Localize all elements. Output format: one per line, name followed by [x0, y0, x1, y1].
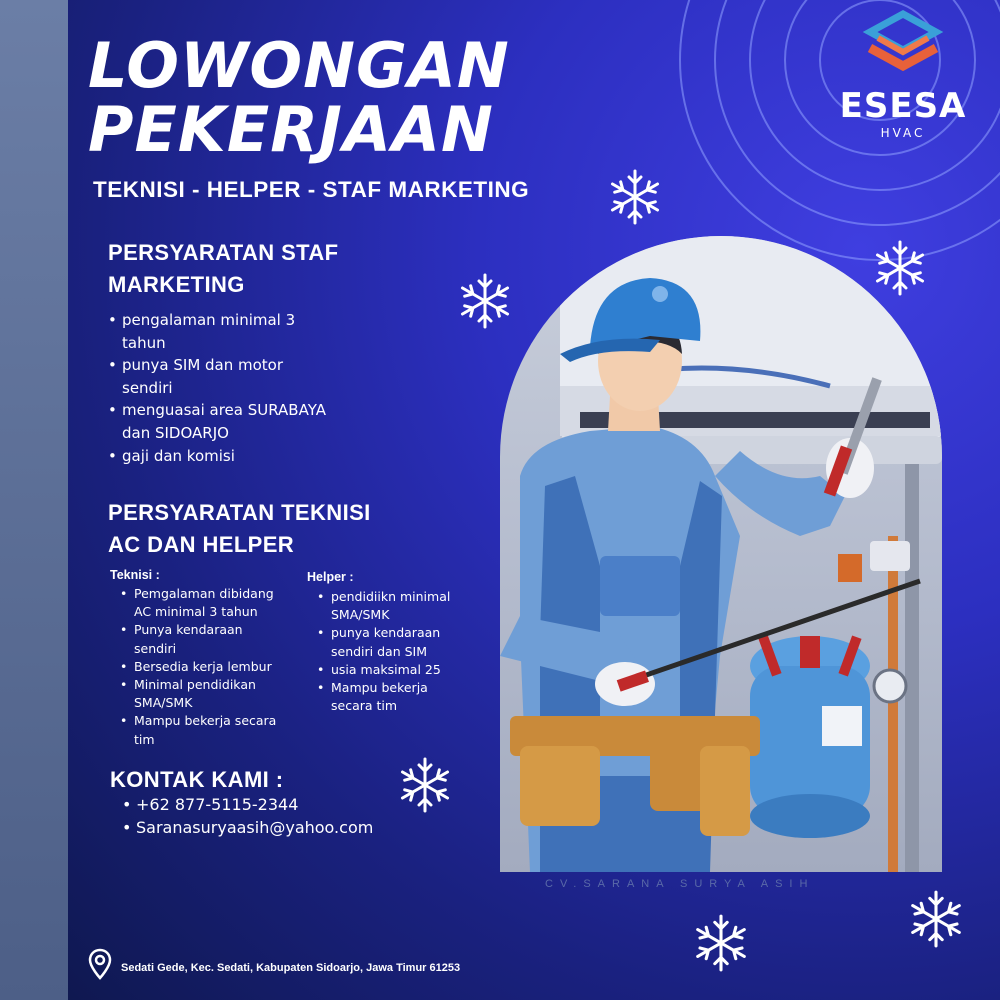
- contact-heading: KONTAK KAMI :: [110, 767, 284, 792]
- item-text: • punya SIM dan motor: [122, 356, 284, 375]
- snowflake-icon: [870, 238, 930, 298]
- item-text: • menguasai area SURABAYA: [122, 401, 326, 420]
- address: Sedati Gede, Kec. Sedati, Kabupaten Sidoarjo, Jawa Timur 61253: [121, 962, 461, 974]
- snowflake-icon: [605, 167, 665, 227]
- item-text: • Pemgalaman dibidang: [134, 586, 274, 601]
- item-text: tahun: [122, 333, 166, 352]
- technician-illustration-art: [500, 236, 942, 872]
- list-item: [315, 624, 475, 660]
- item-text: tim: [134, 731, 155, 747]
- item-text: • punya kendaraan: [331, 625, 441, 641]
- heading-line: PERSYARATAN TEKNISI: [108, 500, 371, 525]
- list-item: [118, 621, 308, 657]
- list-item: [315, 588, 475, 624]
- teknisi-label: Teknisi :: [110, 568, 160, 582]
- helper-label: Helper :: [307, 570, 354, 584]
- item-text: AC minimal 3 tahun: [134, 604, 258, 620]
- list-item: [118, 676, 308, 712]
- item-text: • Mampu bekerja secara: [134, 713, 277, 729]
- item-text: SMA/SMK: [134, 695, 193, 711]
- item-text: dan SIDOARJO: [122, 423, 229, 442]
- list-item: [315, 679, 475, 715]
- item-text: • Punya kendaraan: [134, 622, 243, 638]
- left-band: [0, 0, 68, 1000]
- heading-line: PERSYARATAN STAF: [108, 240, 339, 265]
- contact-phone[interactable]: • +62 877-5115-2344: [120, 793, 440, 816]
- item-text: sendiri dan SIM: [331, 643, 428, 659]
- snowflake-icon: [395, 755, 455, 815]
- item-text: • pengalaman minimal 3: [122, 311, 296, 329]
- subtitle: TEKNISI - HELPER - STAF MARKETING: [93, 177, 530, 202]
- item-text: sendiri: [122, 378, 173, 397]
- item-text: • Mampu bekerja: [331, 680, 428, 696]
- brand-sub: HVAC: [880, 126, 926, 140]
- helper-list: [315, 588, 475, 715]
- item-text: • pendidiikn minimal: [331, 589, 451, 604]
- contact-email[interactable]: • Saranasuryaasih@yahoo.com: [120, 816, 440, 839]
- watermark: CV.SARANA SURYA ASIH: [545, 878, 815, 890]
- title-line-2: PEKERJAAN: [88, 93, 494, 166]
- teknisi-list: [118, 585, 308, 749]
- esesa-logo-icon: [828, 8, 978, 88]
- item-text: sendiri: [134, 640, 177, 656]
- page-title: [88, 29, 510, 166]
- list-item: [106, 309, 396, 354]
- heading-line: AC DAN HELPER: [108, 532, 295, 557]
- list-item: [118, 712, 308, 748]
- item-text: SMA/SMK: [331, 607, 390, 623]
- item-text: • gaji dan komisi: [122, 446, 235, 465]
- snowflake-icon: [455, 271, 515, 331]
- contact-list: [120, 793, 440, 839]
- item-text: • usia maksimal 25: [331, 661, 441, 677]
- snowflake-icon: [690, 912, 752, 974]
- list-item: [106, 445, 396, 468]
- list-item: [118, 658, 308, 676]
- brand-logo: [828, 8, 978, 138]
- teknisi-heading: [108, 497, 371, 561]
- snowflake-icon: [905, 888, 967, 950]
- item-text: • Minimal pendidikan: [134, 677, 256, 693]
- heading-line: MARKETING: [108, 272, 245, 297]
- list-item: [106, 399, 396, 444]
- staf-marketing-heading: [108, 237, 339, 301]
- list-item: [315, 661, 475, 679]
- item-text: secara tim: [331, 698, 398, 714]
- location-pin-icon: [88, 948, 112, 980]
- list-item: [106, 354, 396, 399]
- technician-illustration: [500, 236, 942, 872]
- item-text: • Bersedia kerja lembur: [134, 658, 272, 674]
- title-line-1: LOWONGAN: [88, 29, 510, 102]
- list-item: [118, 585, 308, 621]
- staf-marketing-list: [106, 309, 396, 467]
- brand-name: ESESA: [839, 86, 967, 126]
